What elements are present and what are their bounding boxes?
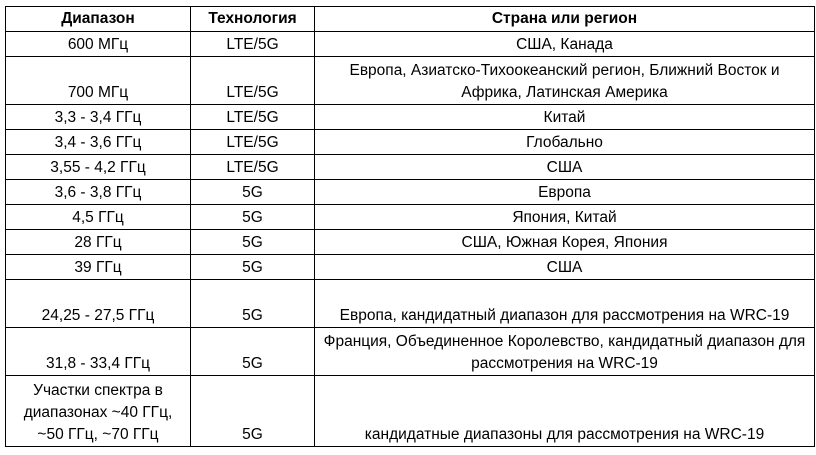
technology-cell: 5G xyxy=(191,205,315,230)
table-row xyxy=(6,155,815,180)
technology-cell: 5G xyxy=(191,280,315,328)
header-technology: Технология xyxy=(191,7,315,32)
region-cell: США, Канада xyxy=(315,32,815,57)
band-cell: 3,6 - 3,8 ГГц xyxy=(6,180,191,205)
band-cell: 4,5 ГГц xyxy=(6,205,191,230)
band-cell: 3,4 - 3,6 ГГц xyxy=(6,130,191,155)
header-country-region: Страна или регион xyxy=(315,7,815,32)
table-row xyxy=(6,255,815,280)
region-cell: Европа, Азиатско-Тихоокеанский регион, Ближний Восток и Африка, Латинская Америка xyxy=(315,57,815,105)
table-row xyxy=(6,205,815,230)
region-cell: Франция, Объединенное Королевство, кандидатный диапазон для рассмотрения на WRC-19 xyxy=(315,328,815,376)
region-cell: Япония, Китай xyxy=(315,205,815,230)
table-row xyxy=(6,230,815,255)
table-row xyxy=(6,57,815,105)
header-band: Диапазон xyxy=(6,7,191,32)
technology-cell: 5G xyxy=(191,230,315,255)
spectrum-table xyxy=(5,6,815,447)
technology-cell: LTE/5G xyxy=(191,57,315,105)
band-cell: Участки спектра в диапазонах ~40 ГГц, ~50 ГГц, ~70 ГГц xyxy=(6,376,191,447)
table-row xyxy=(6,280,815,328)
table-row xyxy=(6,180,815,205)
region-cell: США xyxy=(315,255,815,280)
band-cell: 28 ГГц xyxy=(6,230,191,255)
band-cell: 31,8 - 33,4 ГГц xyxy=(6,328,191,376)
region-cell: Китай xyxy=(315,105,815,130)
table-header-row xyxy=(6,7,815,32)
technology-cell: 5G xyxy=(191,180,315,205)
region-cell: США xyxy=(315,155,815,180)
region-cell: США, Южная Корея, Япония xyxy=(315,230,815,255)
technology-cell: 5G xyxy=(191,328,315,376)
table-row xyxy=(6,328,815,376)
region-cell: Европа xyxy=(315,180,815,205)
band-cell: 3,3 - 3,4 ГГц xyxy=(6,105,191,130)
table-row xyxy=(6,376,815,447)
table-row xyxy=(6,105,815,130)
technology-cell: 5G xyxy=(191,376,315,447)
technology-cell: LTE/5G xyxy=(191,105,315,130)
table-row xyxy=(6,130,815,155)
band-cell: 3,55 - 4,2 ГГц xyxy=(6,155,191,180)
region-cell: кандидатные диапазоны для рассмотрения на WRC-19 xyxy=(315,376,815,447)
region-cell: Европа, кандидатный диапазон для рассмотрения на WRC-19 xyxy=(315,280,815,328)
region-cell: Глобально xyxy=(315,130,815,155)
band-cell: 39 ГГц xyxy=(6,255,191,280)
table-row xyxy=(6,32,815,57)
technology-cell: LTE/5G xyxy=(191,32,315,57)
technology-cell: LTE/5G xyxy=(191,155,315,180)
band-cell: 700 МГц xyxy=(6,57,191,105)
band-cell: 600 МГц xyxy=(6,32,191,57)
band-cell: 24,25 - 27,5 ГГц xyxy=(6,280,191,328)
technology-cell: LTE/5G xyxy=(191,130,315,155)
technology-cell: 5G xyxy=(191,255,315,280)
